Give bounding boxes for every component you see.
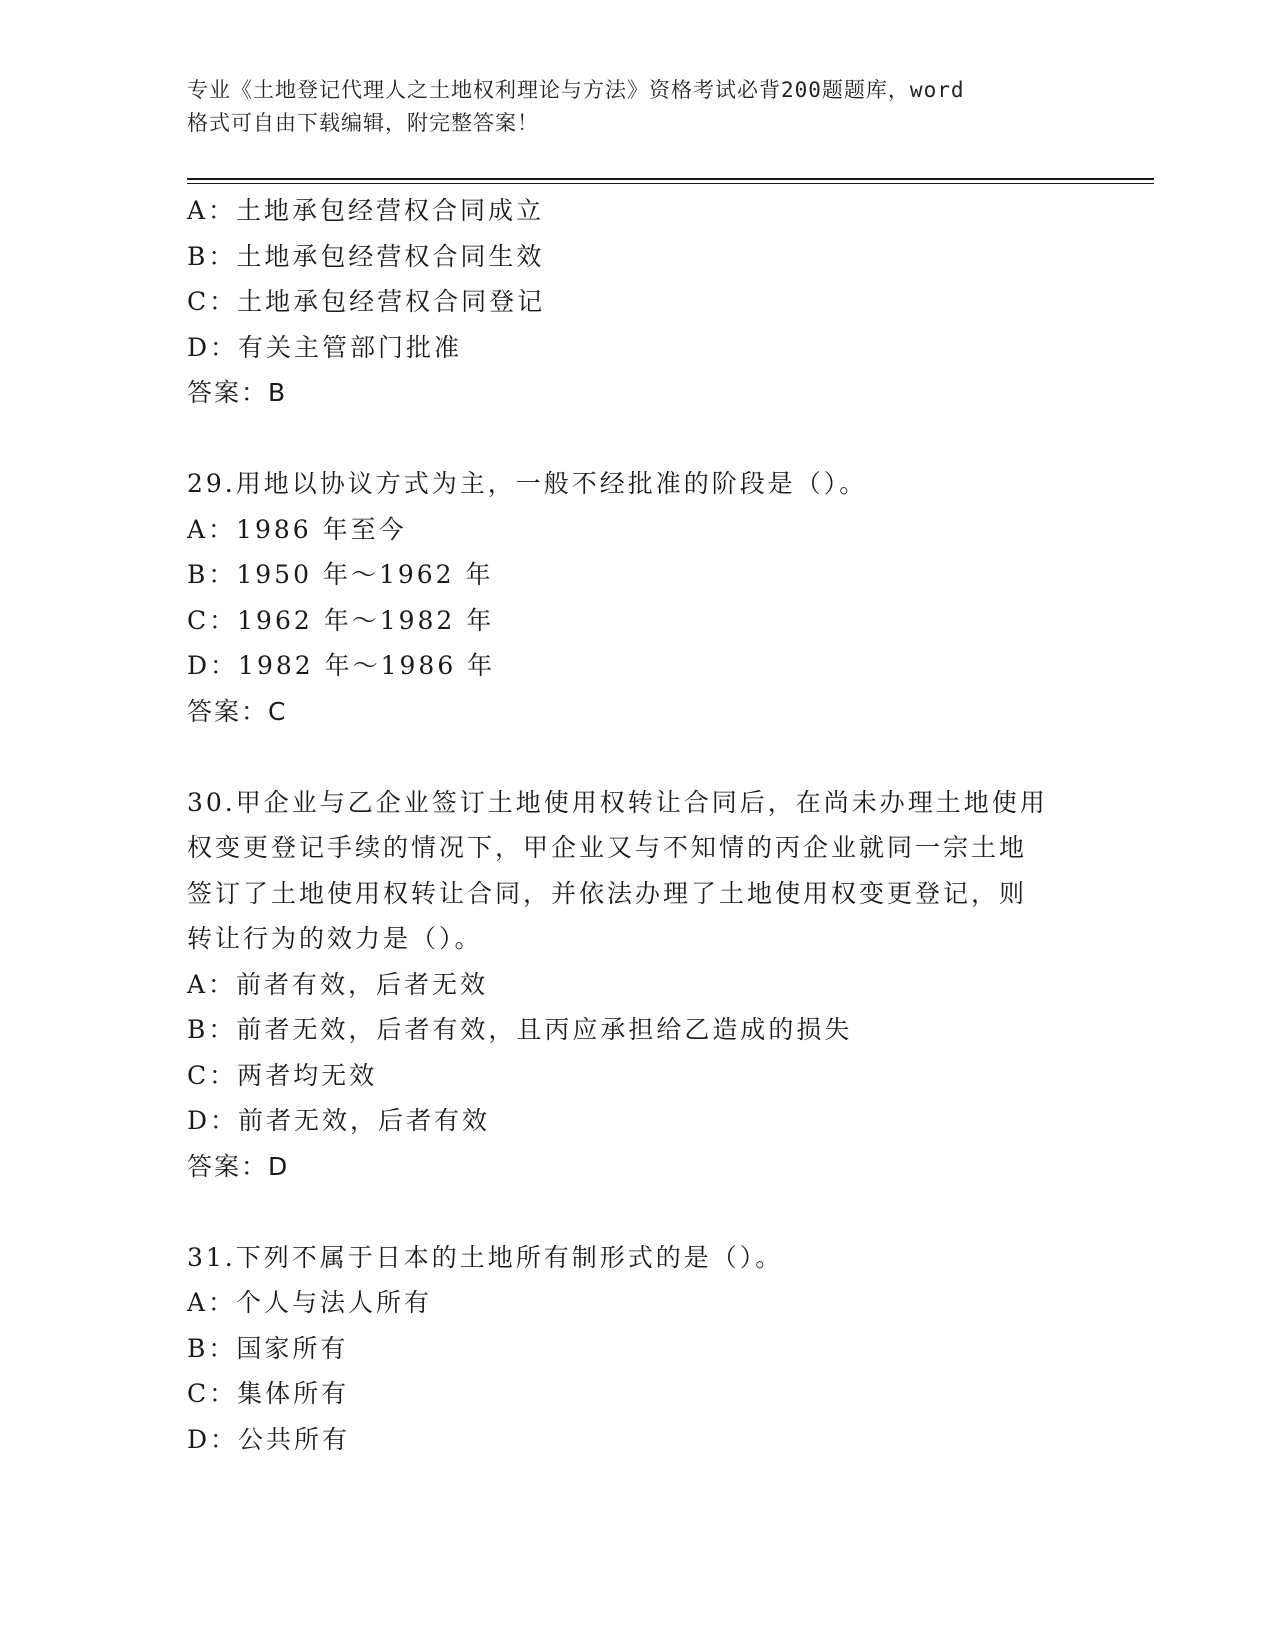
- question-31: [187, 1235, 1147, 1463]
- option-b: B：前者无效，后者有效，且丙应承担给乙造成的损失: [187, 1015, 853, 1044]
- spacer: [187, 1189, 1147, 1235]
- option-d: D：公共所有: [187, 1424, 351, 1454]
- option-d: D：前者无效，后者有效: [187, 1106, 491, 1135]
- header-divider-thick: [187, 178, 1154, 180]
- option-d: D：有关主管部门批准: [187, 332, 463, 362]
- option-a: A：前者有效，后者无效: [187, 969, 489, 999]
- header-line-2: 格式可自由下载编辑，附完整答案！: [187, 111, 539, 135]
- option-c: C：两者均无效: [187, 1060, 378, 1090]
- question-text-line-2: 权变更登记手续的情况下，甲企业又与不知情的丙企业就同一宗土地: [187, 833, 1028, 862]
- option-c: C：1962 年～1982 年: [187, 605, 495, 635]
- option-a: A：土地承包经营权合同成立: [187, 196, 545, 225]
- document-body: [187, 188, 1147, 1462]
- question-text-line-4: 转让行为的效力是（）。: [187, 924, 483, 953]
- option-a: A：个人与法人所有: [187, 1288, 433, 1317]
- question-text: 31.下列不属于日本的土地所有制形式的是（）。: [187, 1242, 784, 1272]
- answer: 答案：C: [187, 696, 288, 726]
- question-30: [187, 780, 1147, 1190]
- question-text-line-1: 30.甲企业与乙企业签订土地使用权转让合同后，在尚未办理土地使用: [187, 787, 1048, 817]
- header-divider-thin: [187, 183, 1154, 184]
- spacer: [187, 734, 1147, 780]
- question-text: 29.用地以协议方式为主，一般不经批准的阶段是（）。: [187, 469, 868, 498]
- question-28: [187, 188, 1147, 416]
- option-a: A：1986 年至今: [187, 514, 407, 544]
- option-b: B：1950 年～1962 年: [187, 560, 494, 589]
- question-text-line-3: 签订了土地使用权转让合同，并依法办理了土地使用权变更登记，则: [187, 878, 1028, 908]
- option-c: C：土地承包经营权合同登记: [187, 287, 546, 316]
- option-b: B：土地承包经营权合同生效: [187, 241, 545, 271]
- answer: 答案：B: [187, 378, 288, 407]
- option-c: C：集体所有: [187, 1379, 350, 1408]
- answer: 答案：D: [187, 1151, 290, 1181]
- option-b: B：国家所有: [187, 1333, 349, 1363]
- question-29: [187, 461, 1147, 734]
- document-header: [187, 74, 1087, 140]
- header-line-1: 专业《土地登记代理人之土地权利理论与方法》资格考试必背200题题库，word: [187, 78, 965, 102]
- option-d: D：1982 年～1986 年: [187, 651, 496, 680]
- spacer: [187, 416, 1147, 462]
